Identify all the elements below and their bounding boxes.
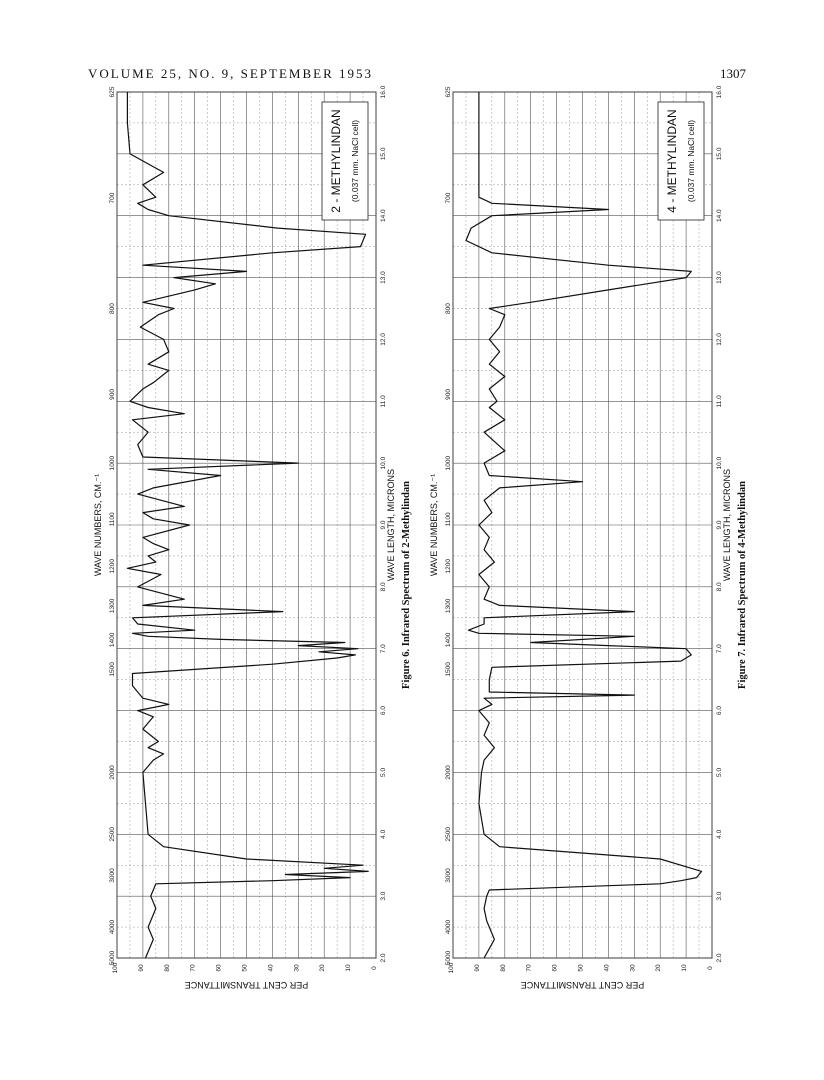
transmittance-tick-label: 60 xyxy=(215,964,223,972)
wavelength-tick-label: 8.0 xyxy=(716,582,723,592)
cell-description: (0.037 mm. NaCl cell) xyxy=(350,119,360,203)
wavelength-tick-label: 12.0 xyxy=(380,333,387,346)
wavenumber-tick-label: 800 xyxy=(445,303,452,314)
transmittance-tick-label: 10 xyxy=(345,964,353,972)
wavelength-tick-label: 5.0 xyxy=(716,767,723,777)
transmittance-tick-label: 40 xyxy=(267,964,275,972)
transmittance-tick-label: 60 xyxy=(551,964,559,972)
transmittance-tick-label: 80 xyxy=(163,964,171,972)
wavenumber-tick-label: 1300 xyxy=(109,598,116,614)
wavelength-tick-label: 15.0 xyxy=(380,147,387,161)
wavelength-tick-label: 2.0 xyxy=(380,953,387,963)
wavenumber-tick-label: 1500 xyxy=(109,662,116,677)
wavelength-tick-label: 7.0 xyxy=(380,644,387,654)
wavenumber-tick-label: 1300 xyxy=(445,598,452,614)
transmittance-tick-label: 100 xyxy=(112,962,119,974)
wavenumber-tick-label: 700 xyxy=(109,192,116,204)
wavenumber-tick-label: 4000 xyxy=(109,919,116,935)
transmittance-tick-label: 20 xyxy=(655,964,663,972)
wavenumber-tick-label: 1000 xyxy=(109,455,116,471)
wavenumber-tick-label: 625 xyxy=(109,86,116,98)
wavelength-axis-title: WAVE LENGTH, MICRONS xyxy=(386,468,396,582)
wavelength-tick-label: 6.0 xyxy=(380,706,387,716)
transmittance-tick-label: 10 xyxy=(681,964,689,972)
transmittance-tick-label: 90 xyxy=(473,964,481,972)
wavenumber-tick-label: 2000 xyxy=(109,765,116,780)
wavenumber-axis-title: WAVE NUMBERS, CM.⁻¹ xyxy=(93,473,103,577)
wavenumber-tick-label: 3000 xyxy=(445,868,452,883)
wavelength-tick-label: 5.0 xyxy=(380,767,387,777)
wavenumber-tick-label: 800 xyxy=(109,303,116,314)
wavelength-tick-label: 14.0 xyxy=(380,209,387,223)
wavelength-tick-label: 16.0 xyxy=(716,85,723,99)
wavelength-tick-label: 13.0 xyxy=(380,271,387,284)
figure-caption: Figure 7. Infrared Spectrum of 4-Methylindan xyxy=(737,481,748,689)
transmittance-tick-label: 80 xyxy=(499,964,507,972)
transmittance-tick-label: 0 xyxy=(371,966,378,970)
transmittance-tick-label: 30 xyxy=(293,964,301,972)
wavelength-tick-label: 4.0 xyxy=(380,829,387,839)
wavelength-tick-label: 10.0 xyxy=(380,456,387,470)
wavenumber-tick-label: 5000 xyxy=(445,950,452,966)
cell-description: (0.037 mm. NaCl cell) xyxy=(686,119,696,203)
wavenumber-tick-label: 1000 xyxy=(445,455,452,471)
wavelength-tick-label: 9.0 xyxy=(716,520,723,530)
wavelength-tick-label: 11.0 xyxy=(380,395,387,408)
transmittance-tick-label: 70 xyxy=(525,964,533,972)
wavelength-tick-label: 9.0 xyxy=(380,520,387,530)
spectrum-panel-2 xyxy=(429,85,748,990)
wavenumber-tick-label: 5000 xyxy=(109,950,116,966)
wavelength-tick-label: 7.0 xyxy=(716,644,723,654)
wavenumber-tick-label: 3000 xyxy=(109,868,116,883)
wavelength-axis-title: WAVE LENGTH, MICRONS xyxy=(722,468,732,582)
transmittance-tick-label: 90 xyxy=(137,964,145,972)
page-number: 1307 xyxy=(720,66,746,81)
transmittance-axis-title: PER CENT TRANSMITTANCE xyxy=(520,980,645,990)
transmittance-tick-label: 30 xyxy=(629,964,637,972)
wavenumber-tick-label: 700 xyxy=(445,192,452,204)
wavenumber-axis-title: WAVE NUMBERS, CM.⁻¹ xyxy=(429,473,439,577)
wavelength-tick-label: 3.0 xyxy=(380,891,387,901)
wavelength-tick-label: 2.0 xyxy=(716,953,723,963)
wavenumber-tick-label: 2500 xyxy=(445,827,452,842)
wavelength-tick-label: 4.0 xyxy=(716,829,723,839)
spectrum-panel-1 xyxy=(93,85,412,990)
compound-name: 2 - METHYLINDAN xyxy=(329,109,343,213)
wavelength-tick-label: 10.0 xyxy=(716,456,723,470)
transmittance-tick-label: 70 xyxy=(189,964,197,972)
figure-caption: Figure 6. Infrared Spectrum of 2-Methylindan xyxy=(401,481,412,689)
transmittance-tick-label: 100 xyxy=(448,962,455,974)
wavelength-tick-label: 3.0 xyxy=(716,891,723,901)
transmittance-tick-label: 20 xyxy=(319,964,327,972)
wavenumber-tick-label: 1400 xyxy=(109,632,116,648)
wavelength-tick-label: 12.0 xyxy=(716,333,723,346)
wavenumber-tick-label: 625 xyxy=(445,86,452,98)
wavelength-tick-label: 16.0 xyxy=(380,85,387,99)
wavenumber-tick-label: 1400 xyxy=(445,632,452,648)
journal-header: VOLUME 25, NO. 9, SEPTEMBER 1953 xyxy=(88,66,374,81)
compound-name: 4 - METHYLINDAN xyxy=(665,109,679,213)
wavenumber-tick-label: 1200 xyxy=(109,559,116,574)
wavenumber-tick-label: 1100 xyxy=(109,512,116,527)
wavenumber-tick-label: 4000 xyxy=(445,919,452,935)
wavelength-tick-label: 15.0 xyxy=(716,147,723,161)
wavenumber-tick-label: 1500 xyxy=(445,662,452,677)
wavenumber-tick-label: 1200 xyxy=(445,559,452,574)
transmittance-tick-label: 50 xyxy=(577,964,585,972)
wavelength-tick-label: 8.0 xyxy=(380,582,387,592)
wavelength-tick-label: 11.0 xyxy=(716,395,723,408)
transmittance-tick-label: 0 xyxy=(707,966,714,970)
wavelength-tick-label: 14.0 xyxy=(716,209,723,223)
wavenumber-tick-label: 900 xyxy=(109,388,116,400)
wavenumber-tick-label: 1100 xyxy=(445,512,452,527)
transmittance-axis-title: PER CENT TRANSMITTANCE xyxy=(184,980,309,990)
wavenumber-tick-label: 900 xyxy=(445,388,452,400)
transmittance-tick-label: 50 xyxy=(241,964,249,972)
wavelength-tick-label: 13.0 xyxy=(716,271,723,284)
wavenumber-tick-label: 2000 xyxy=(445,765,452,780)
transmittance-tick-label: 40 xyxy=(603,964,611,972)
wavelength-tick-label: 6.0 xyxy=(716,706,723,716)
wavenumber-tick-label: 2500 xyxy=(109,827,116,842)
